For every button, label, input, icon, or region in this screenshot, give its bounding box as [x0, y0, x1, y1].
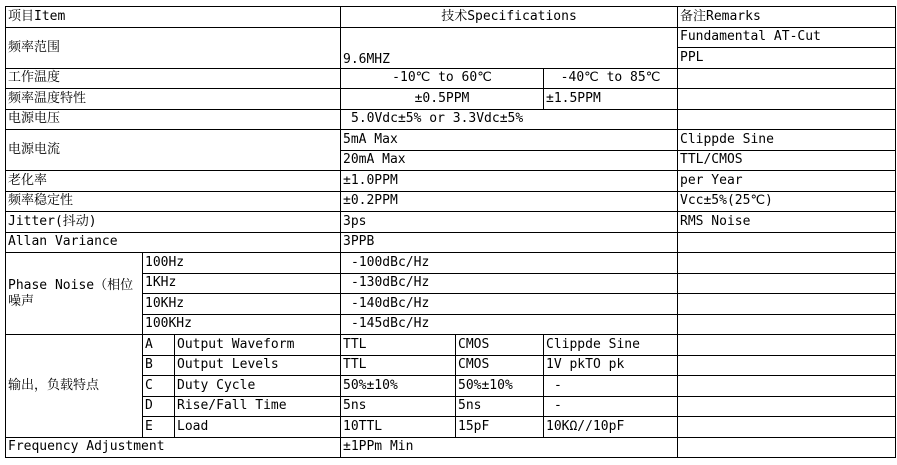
output-ttl: 10TTL: [341, 417, 456, 438]
header-spec: 技术Specifications: [341, 7, 678, 28]
output-letter: C: [143, 376, 175, 397]
table-row: [6, 130, 896, 151]
op-temp-remark: [678, 68, 896, 89]
phase-noise-offset: 100Hz: [143, 253, 341, 274]
freq-temp-value-1: ±0.5PPM: [341, 89, 544, 110]
table-row: [6, 212, 896, 233]
table-row: [6, 191, 896, 212]
output-remark: [678, 417, 896, 438]
allan-label: Allan Variance: [6, 232, 341, 253]
output-name: Duty Cycle: [175, 376, 341, 397]
table-row: [6, 27, 896, 48]
phase-noise-remark: [678, 273, 896, 294]
freq-range-value: 9.6MHZ: [341, 27, 678, 68]
table-row: [6, 68, 896, 89]
table-row: [6, 437, 896, 458]
freq-range-label: 频率范围: [6, 27, 341, 68]
phase-noise-value: -140dBc/Hz: [341, 294, 678, 315]
output-cmos: CMOS: [456, 355, 544, 376]
jitter-label: Jitter(抖动): [6, 212, 341, 233]
output-name: Load: [175, 417, 341, 438]
spec-table: [5, 6, 896, 458]
output-ttl: TTL: [341, 355, 456, 376]
supply-voltage-value: 5.0Vdc±5% or 3.3Vdc±5%: [341, 109, 678, 130]
header-remarks: 备注Remarks: [678, 7, 896, 28]
phase-noise-offset: 1KHz: [143, 273, 341, 294]
op-temp-label: 工作温度: [6, 68, 341, 89]
output-cmos: 50%±10%: [456, 376, 544, 397]
output-cmos: 5ns: [456, 396, 544, 417]
aging-value: ±1.0PPM: [341, 171, 678, 192]
allan-value: 3PPB: [341, 232, 678, 253]
supply-voltage-label: 电源电压: [6, 109, 341, 130]
output-name: Output Waveform: [175, 335, 341, 356]
output-remark: [678, 396, 896, 417]
freq-range-remark-2: PPL: [678, 48, 896, 69]
aging-remark: per Year: [678, 171, 896, 192]
header-row: [6, 7, 896, 28]
phase-noise-label: Phase Noise（相位噪声: [6, 253, 143, 335]
table-row: [6, 253, 896, 274]
output-letter: A: [143, 335, 175, 356]
output-name: Output Levels: [175, 355, 341, 376]
header-item: 项目Item: [6, 7, 341, 28]
allan-remark: [678, 232, 896, 253]
stability-value: ±0.2PPM: [341, 191, 678, 212]
table-row: [6, 89, 896, 110]
output-label: 输出，负载特点: [6, 335, 143, 438]
output-ttl: 5ns: [341, 396, 456, 417]
supply-current-value-1: 5mA Max: [341, 130, 678, 151]
output-letter: B: [143, 355, 175, 376]
phase-noise-value: -100dBc/Hz: [341, 253, 678, 274]
output-sine: Clippde Sine: [544, 335, 678, 356]
phase-noise-remark: [678, 314, 896, 335]
op-temp-value-1: -10℃ to 60℃: [341, 68, 544, 89]
stability-remark: Vcc±5%(25℃): [678, 191, 896, 212]
table-row: [6, 232, 896, 253]
output-remark: [678, 355, 896, 376]
freq-temp-remark: [678, 89, 896, 110]
output-sine: 1V pkTO pk: [544, 355, 678, 376]
output-ttl: 50%±10%: [341, 376, 456, 397]
supply-voltage-remark: [678, 109, 896, 130]
freq-range-remark-1: Fundamental AT-Cut: [678, 27, 896, 48]
freq-temp-value-2: ±1.5PPM: [544, 89, 678, 110]
phase-noise-offset: 10KHz: [143, 294, 341, 315]
output-letter: E: [143, 417, 175, 438]
output-ttl: TTL: [341, 335, 456, 356]
output-letter: D: [143, 396, 175, 417]
output-sine: -: [544, 396, 678, 417]
table-row: [6, 335, 896, 356]
table-row: [6, 171, 896, 192]
freq-adjust-remark: [678, 437, 896, 458]
output-remark: [678, 376, 896, 397]
freq-adjust-value: ±1PPm Min: [341, 437, 678, 458]
output-cmos: 15pF: [456, 417, 544, 438]
phase-noise-remark: [678, 253, 896, 274]
stability-label: 频率稳定性: [6, 191, 341, 212]
output-sine: 10KΩ//10pF: [544, 417, 678, 438]
output-cmos: CMOS: [456, 335, 544, 356]
aging-label: 老化率: [6, 171, 341, 192]
jitter-value: 3ps: [341, 212, 678, 233]
jitter-remark: RMS Noise: [678, 212, 896, 233]
phase-noise-offset: 100KHz: [143, 314, 341, 335]
freq-temp-label: 频率温度特性: [6, 89, 341, 110]
supply-current-remark-1: Clippde Sine: [678, 130, 896, 151]
output-name: Rise/Fall Time: [175, 396, 341, 417]
freq-adjust-label: Frequency Adjustment: [6, 437, 341, 458]
phase-noise-value: -130dBc/Hz: [341, 273, 678, 294]
supply-current-remark-2: TTL/CMOS: [678, 150, 896, 171]
supply-current-label: 电源电流: [6, 130, 341, 171]
op-temp-value-2: -40℃ to 85℃: [544, 68, 678, 89]
table-row: [6, 109, 896, 130]
output-remark: [678, 335, 896, 356]
phase-noise-value: -145dBc/Hz: [341, 314, 678, 335]
output-sine: -: [544, 376, 678, 397]
phase-noise-remark: [678, 294, 896, 315]
supply-current-value-2: 20mA Max: [341, 150, 678, 171]
